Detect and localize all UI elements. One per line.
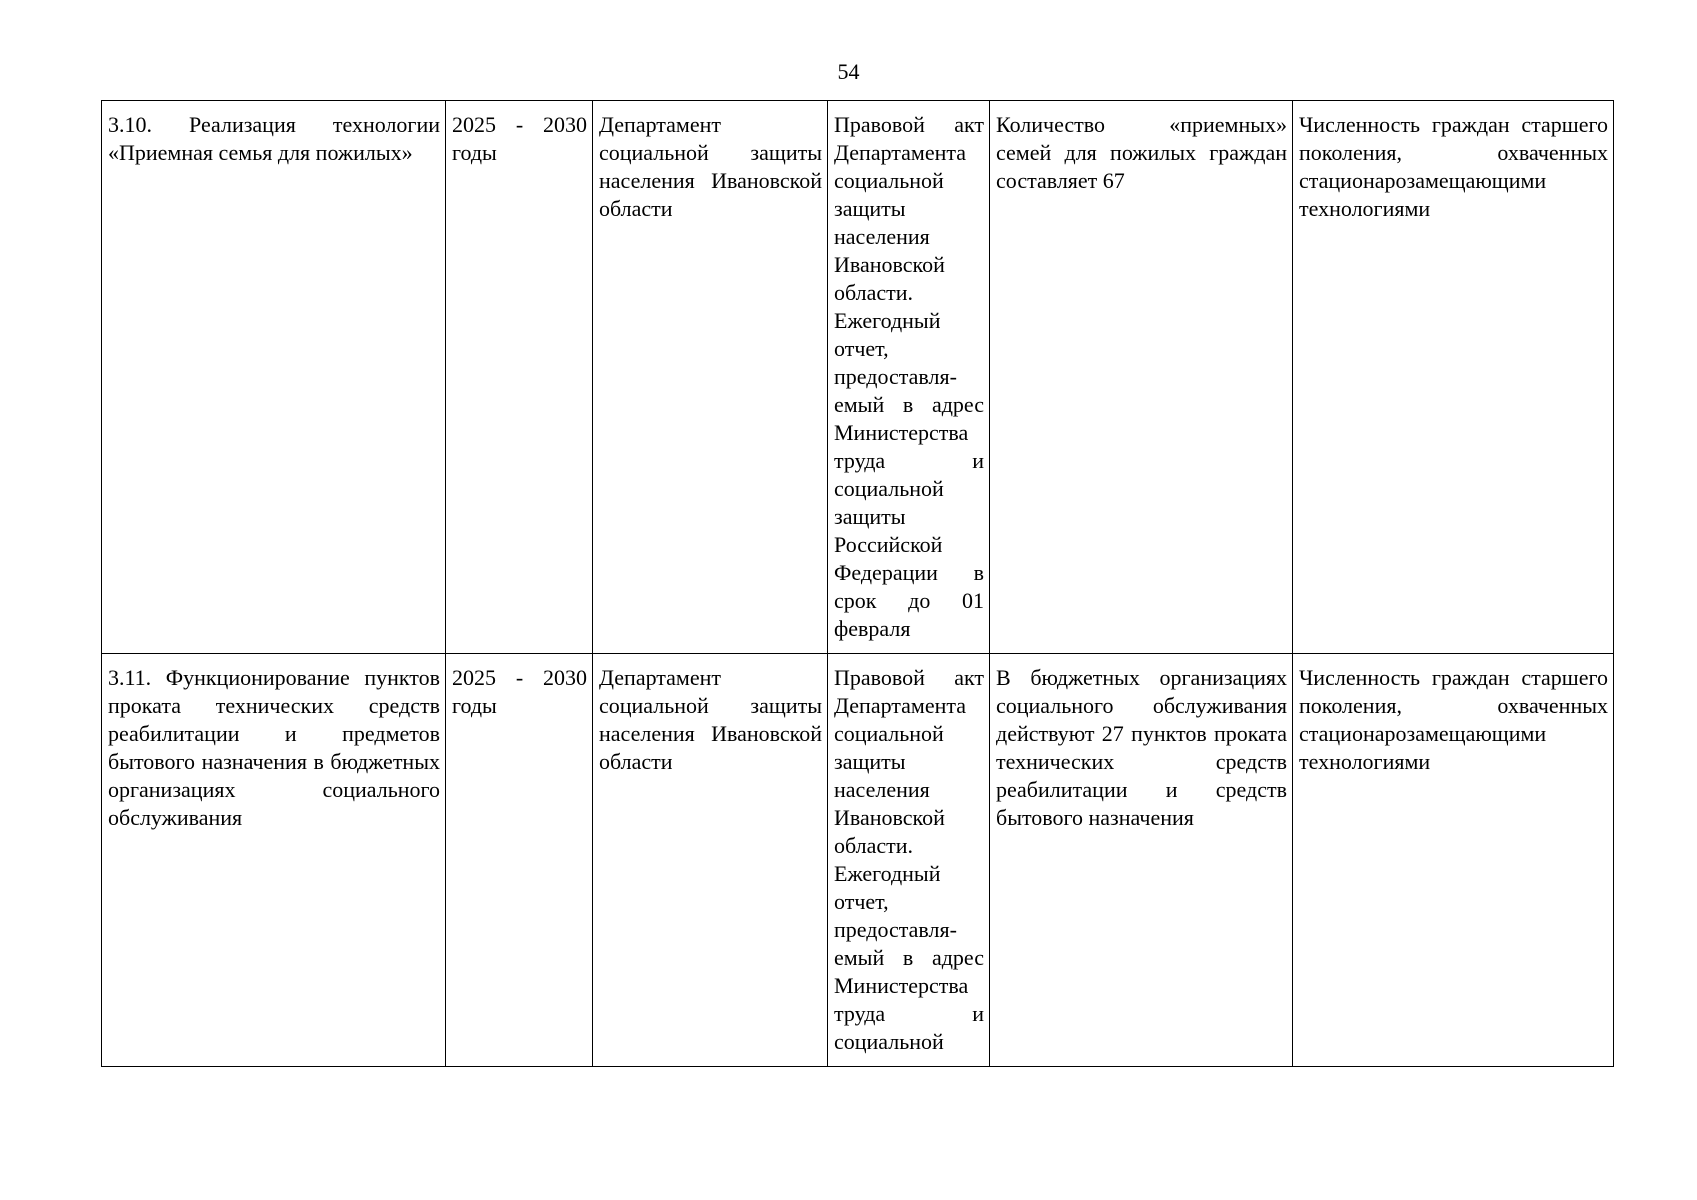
result-cell <box>990 654 1293 1067</box>
page-number: 54 <box>837 59 860 84</box>
measure-cell <box>102 654 446 1067</box>
period-cell <box>446 654 593 1067</box>
document-cell <box>828 101 990 654</box>
indicator-cell <box>1293 101 1614 654</box>
table-row <box>102 654 1614 1067</box>
document-text: Правовой акт Департамента социальной защиты населения Ивановской области. Ежегодный отчет, предоставля-емый в адрес Министерства труда и социальной защиты Российской Федерации в срок до 01 февраля <box>834 112 984 641</box>
measures-table <box>101 100 1614 1067</box>
period-text: 2025 - 2030 годы <box>452 112 587 165</box>
period-text: 2025 - 2030 годы <box>452 665 587 718</box>
result-text: Количество «приемных» семей для пожилых граждан составляет 67 <box>996 112 1287 193</box>
document-text: Правовой акт Департамента социальной защиты населения Ивановской области. Ежегодный отчет, предоставля-емый в адрес Министерства труда и социальной <box>834 665 984 1054</box>
responsible-text: Департамент социальной защиты населения Ивановской области <box>599 665 822 774</box>
measure-text: 3.10. Реализация технологии «Приемная семья для пожилых» <box>108 112 440 165</box>
result-cell <box>990 101 1293 654</box>
indicator-text: Численность граждан старшего поколения, охваченных стационарозамещающими технологиями <box>1299 112 1608 221</box>
period-cell <box>446 101 593 654</box>
table-row <box>102 101 1614 654</box>
indicator-text: Численность граждан старшего поколения, охваченных стационарозамещающими технологиями <box>1299 665 1608 774</box>
responsible-cell <box>593 654 828 1067</box>
responsible-cell <box>593 101 828 654</box>
measure-cell <box>102 101 446 654</box>
document-cell <box>828 654 990 1067</box>
indicator-cell <box>1293 654 1614 1067</box>
result-text: В бюджетных организациях социального обслуживания действуют 27 пунктов проката технических средств реабилитации и средств бытового назначения <box>996 665 1287 830</box>
measure-text: 3.11. Функционирование пунктов проката технических средств реабилитации и предметов бытового назначения в бюджетных организациях социального обслуживания <box>108 665 440 830</box>
responsible-text: Департамент социальной защиты населения Ивановской области <box>599 112 822 221</box>
